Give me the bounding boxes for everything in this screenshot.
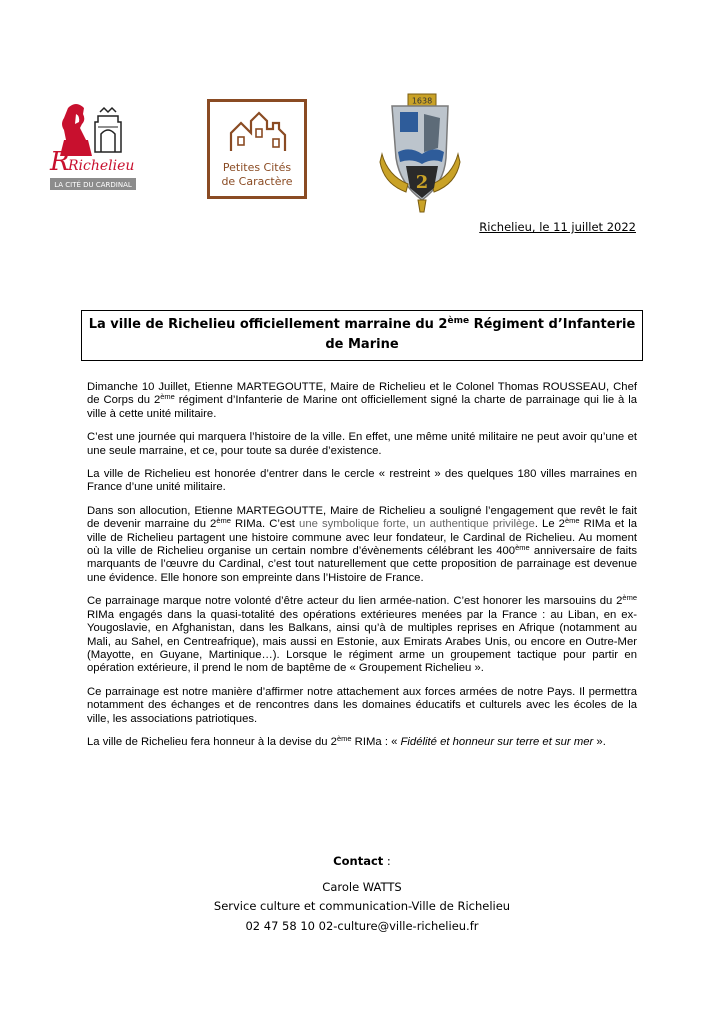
title-part1: La ville de Richelieu officiellement marraine du 2	[88, 317, 448, 332]
contact-block	[0, 852, 724, 936]
regiment-motto: Fidélité et honneur sur terre et sur mer	[400, 735, 594, 748]
paragraph-5: Ce parrainage marque notre volonté d’être acteur du lien armée-nation. C’est honorer les marsouins du 2ème RIMa engagés dans la quasi-totalité des opérations extérieures menées par la France : au Liban, en ex-Yougoslavie, en Afghanistan, dans les Balkans, ainsi qu’à de multiples reprises en Afrique (notamment au Mali, au Sahel, en Centreafrique), mais aussi en Estonie, aux Emirats Arabes Unis, ou encore en Outre-Mer (Mayotte, en Guyane, Martinique…). Lorsque le régiment arme un groupement tactique pour partir en opération extérieure, il prend le nom de baptême de « Groupement Richelieu ».	[87, 593, 637, 675]
contact-heading: Contact :	[333, 854, 391, 868]
petites-cites-logo	[207, 99, 307, 199]
svg-text:R: R	[50, 147, 70, 177]
contact-phone-email: 02 47 58 10 02-culture@ville-richelieu.fr	[245, 918, 479, 933]
paragraph-2: C’est une journée qui marquera l’histoire de la ville. En effet, une même unité militaire ne peut avoir qu’une et une seule marraine, et ce, pour toute sa durée d’existence.	[87, 431, 637, 457]
paragraph-6: Ce parrainage est notre manière d’affirmer notre attachement aux forces armées de notre Pays. Il permettra notamment des échanges et de rencontres dans les domaines éducatifs et culturels avec les écoles de la ville, les associations patriotiques.	[87, 685, 637, 725]
contact-service: Service culture et communication-Ville de Richelieu	[213, 899, 511, 913]
petites-cites-emblem-icon	[207, 99, 307, 199]
rima-year: 1638	[411, 96, 433, 106]
rima-insignia-icon	[378, 88, 462, 216]
richelieu-logo	[46, 100, 138, 192]
richelieu-wordmark: Richelieu	[68, 158, 135, 174]
richelieu-emblem-icon	[46, 100, 138, 192]
paragraph-7: La ville de Richelieu fera honneur à la devise du 2ème RIMa : « Fidélité et honneur sur terre et sur mer ».	[87, 733, 606, 748]
contact-name: Carole WATTS	[322, 879, 402, 894]
title-part2: Régiment d’Infanterie de Marine	[325, 317, 636, 352]
press-release-title	[81, 310, 643, 361]
press-release-body	[87, 381, 637, 759]
rima-insignia	[378, 88, 462, 216]
dateline: Richelieu, le 11 juillet 2022	[479, 220, 636, 234]
petites-cites-line2: de Caractère	[221, 175, 293, 188]
contact-label: Contact	[333, 854, 384, 868]
petites-cites-line1: Petites Cités	[222, 161, 292, 174]
rima-number: 2	[415, 172, 429, 193]
paragraph-1: Dimanche 10 Juillet, Etienne MARTEGOUTTE, Maire de Richelieu et le Colonel Thomas ROUSSEAU, Chef de Corps du 2ème régiment d’Infanterie de Marine ont officiellement signé la charte de parrainage qui lie à la ville à cette unité militaire.	[87, 381, 637, 420]
paragraph-4: Dans son allocution, Etienne MARTEGOUTTE, Maire de Richelieu a souligné l’engagement que revêt le fait de devenir marraine du 2ème RIMa. C’est une symbolique forte, un authentique privilège. Le 2ème RIMa et la ville de Richelieu partagent une histoire commune avec leur fondateur, le Cardinal de Richelieu. Au moment où la ville de Richelieu organise un certain nombre d’évènements célébrant les 400ème anniversaire de faits marquants de l’œuvre du Cardinal, c’est tout naturellement que cette proposition de parrainage est devenue une évidence. Elle honore son empreinte dans l’Histoire de France.	[87, 504, 637, 584]
title-superscript: ème	[447, 316, 470, 326]
richelieu-tagline: LA CITÉ DU CARDINAL	[54, 181, 132, 189]
paragraph-3: La ville de Richelieu est honorée d’entrer dans le cercle « restreint » des quelques 180 villes marraines en France d’une unité militaire.	[87, 468, 637, 494]
grey-quote: une symbolique forte, un authentique privilège	[299, 518, 535, 531]
